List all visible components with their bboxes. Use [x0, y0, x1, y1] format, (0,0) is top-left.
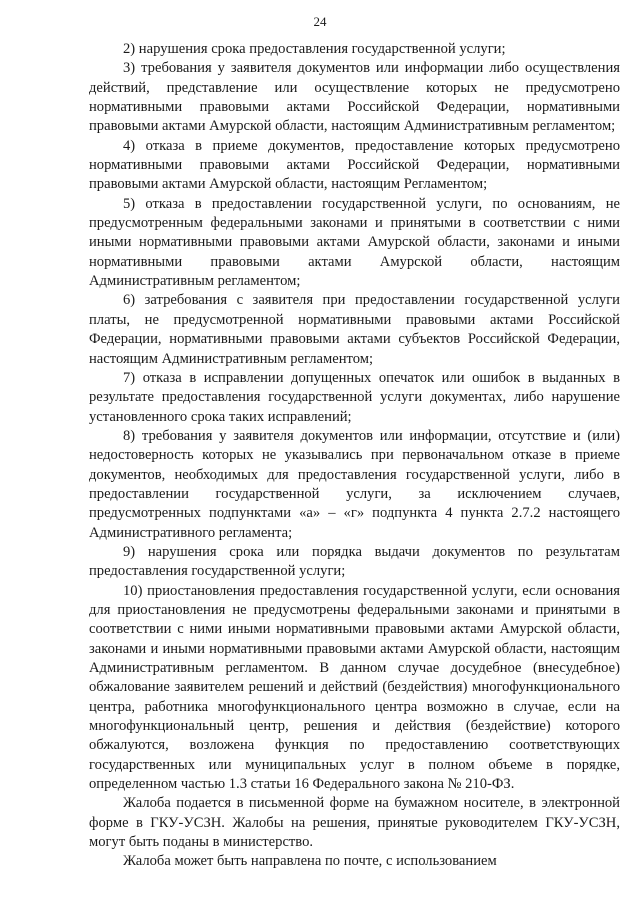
paragraph-complaint-delivery: Жалоба может быть направлена по почте, с использованием [123, 853, 497, 870]
paragraph-item-6: 6) затребования с заявителя при предоставлении государственной услуги платы, не предусмотренной нормативными правовыми актами Российской Федерации, нормативными правовыми актами субъектов Российской Федерации, настоящим Административным регламентом; [89, 292, 620, 367]
paragraph-item-3: 3) требования у заявителя документов или информации либо осуществления действий, представление или осуществление которых не предусмотрено нормативными правовыми актами Российской Федерации, нормативными правовыми актами Амурской области, настоящим Административным регламентом; [89, 60, 620, 135]
paragraph-complaint-submission: Жалоба подается в письменной форме на бумажном носителе, в электронной форме в ГКУ-УСЗН. Жалобы на решения, принятые руководителем ГКУ-УСЗН, могут быть поданы в министерство. [89, 795, 620, 851]
paragraph-item-10: 10) приостановления предоставления государственной услуги, если основания для приостановления не предусмотрены федеральными законами и принятыми в соответствии с ними иными нормативными правовыми актами Амурской области, законами и иными нормативными правовыми актами Амурской области, настоящим Административным регламентом. В данном случае досудебное (внесудебное) обжалование заявителем решений и действий (бездействия) многофункционального центра, работника многофункционального центра возможно в случае, если на многофункциональный центр, решения и действия (бездействие) которого обжалуются, возложена функция по предоставлению соответствующих государственных или муниципальных услуг в полном объеме в порядке, определенном частью 1.3 статьи 16 Федерального закона № 210-ФЗ. [89, 582, 620, 793]
paragraph-item-5: 5) отказа в предоставлении государственной услуги, по основаниям, не предусмотренным федеральными законами и принятыми в соответствии с ними иными нормативными правовыми актами Амурской области, законами и иными нормативными правовыми актами Амурской области, настоящим Административным регламентом; [89, 195, 620, 290]
paragraph-item-2: 2) нарушения срока предоставления государственной услуги; [123, 41, 506, 57]
document-body [89, 40, 620, 872]
paragraph-item-8: 8) требования у заявителя документов или информации, отсутствие и (или) недостоверность которых не указывались при первоначальном отказе в приеме документов, необходимых для предоставления государственной услуги, либо в предоставлении государственной услуги, за исключением случаев, предусмотренных подпунктами «а» – «г» подпункта 4 пункта 2.7.2 настоящего Административного регламента; [89, 427, 620, 541]
paragraph-item-7: 7) отказа в исправлении допущенных опечаток или ошибок в выданных в результате предоставления государственной услуги документах, либо нарушение установленного срока таких исправлений; [89, 369, 620, 425]
page-number: 24 [313, 14, 327, 29]
paragraph-item-9: 9) нарушения срока или порядка выдачи документов по результатам предоставления государственной услуги; [89, 543, 620, 580]
paragraph-item-4: 4) отказа в приеме документов, предоставление которых предусмотрено нормативными правовыми актами Российской Федерации, нормативными правовыми актами Амурской области, настоящим Регламентом; [89, 137, 620, 193]
